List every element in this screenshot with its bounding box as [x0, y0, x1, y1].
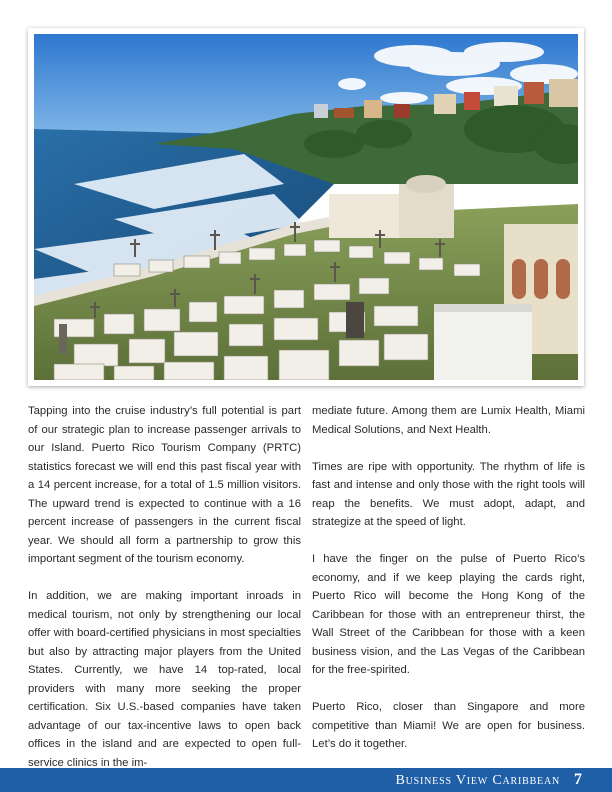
footer-bar	[0, 768, 612, 792]
article-paragraph: Puerto Rico, closer than Singapore and more competitive than Miami! We are open for business. Let’s do it together.	[312, 701, 585, 750]
article-paragraph: mediate future. Among them are Lumix Health, Miami Medical Solutions, and Next Health.	[312, 405, 585, 436]
article-paragraph: Tapping into the cruise industry’s full potential is part of our strategic plan to increase passenger arrivals to our Island. Puerto Rico Tourism Company (PRTC) statistics forecast we will end this past fiscal year with a 14 percent increase, for a total of 1.5 million visitors. The upward trend is expected to continue with a 16 percent increase of passengers in the current fiscal year. We should all form a partnership to grow this important segment of the tourism economy.	[28, 405, 301, 565]
publication-name: Business View Caribbean	[395, 773, 560, 788]
page-number: 7	[574, 771, 582, 788]
article-paragraph: In addition, we are making important inroads in medical tourism, not only by strengthening our local offer with board-certified physicians in most specialties but also by attracting major players from the United States. Currently, we have 14 top-rated, local providers with many more seeking the proper certification. Six U.S.-based companies have taken advantage of our tax-incentive laws to open back offices in the island and are expected to open full-service clinics in the im-	[28, 590, 301, 769]
coastal-cemetery-photo	[34, 34, 578, 380]
photo-frame	[28, 28, 584, 386]
article-paragraph: Times are ripe with opportunity. The rhythm of life is fast and intense and only those with the right tools will reap the benefits. We must adopt, adapt, and strategize at the speed of light.	[312, 460, 585, 528]
article-paragraph: I have the finger on the pulse of Puerto Rico’s economy, and if we keep playing the cards right, Puerto Rico will become the Hong Kong of the Caribbean for those with an entrepreneur thirst, the Wall Street of the Caribbean for those with a keen business vision, and the Las Vegas of the Caribbean for the free-spirited.	[312, 553, 585, 676]
article-left-column	[28, 402, 301, 772]
article-right-column	[312, 402, 585, 754]
